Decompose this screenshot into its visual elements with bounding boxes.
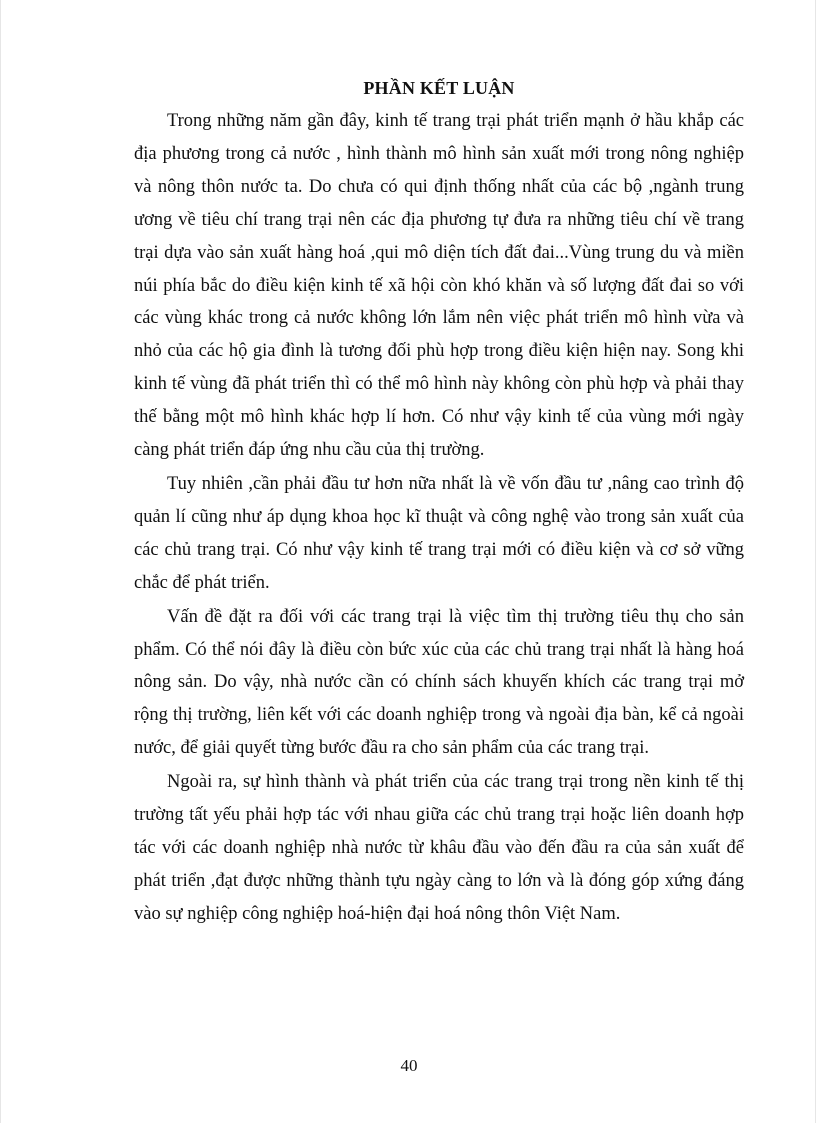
section-title: PHẦN KẾT LUẬN: [363, 78, 515, 98]
paragraph-3: Vấn đề đặt ra đối với các trang trại là việc tìm thị trường tiêu thụ cho sản phẩm. Có thể nói đây là điều còn bức xúc của các chủ trang trại nhất là hàng hoá nông sản. Do vậy, nhà nước cần có chính sách khuyến khích các trang trại mở rộng thị trường, liên kết với các doanh nghiệp trong và ngoài địa bàn, kể cả ngoài nước, để giải quyết từng bước đầu ra cho sản phẩm của các trang trại.: [134, 606, 744, 759]
paragraph-2: Tuy nhiên ,cần phải đầu tư hơn nữa nhất là về vốn đầu tư ,nâng cao trình độ quản lí cũng như áp dụng khoa học kĩ thuật và công nghệ vào trong sản xuất của các chủ trang trại. Có như vậy kinh tế trang trại mới có điều kiện và cơ sở vững chắc để phát triển.: [134, 473, 744, 593]
paragraph-4: Ngoài ra, sự hình thành và phát triển của các trang trại trong nền kinh tế thị trường tất yếu phải hợp tác với nhau giữa các chủ trang trại hoặc liên doanh hợp tác với các doanh nghiệp nhà nước từ khâu đầu vào đến đầu ra của sản xuất để phát triển ,đạt được những thành tựu ngày càng to lớn và là đóng góp xứng đáng vào sự nghiệp công nghiệp hoá-hiện đại hoá nông thôn Việt Nam.: [134, 772, 744, 924]
page-number: 40: [400, 1056, 418, 1075]
paragraph-1: Trong những năm gần đây, kinh tế trang trại phát triển mạnh ở hầu khắp các địa phương trong cả nước , hình thành mô hình sản xuất mới trong nông nghiệp và nông thôn nước ta. Do chưa có qui định thống nhất của các bộ ,ngành trung ương về tiêu chí trang trại nên các địa phương tự đưa ra những tiêu chí về trang trại dựa vào sản xuất hàng hoá ,qui mô diện tích đất đai...Vùng trung du và miền núi phía bắc do điều kiện kinh tế xã hội còn khó khăn và số lượng đất đai so với các vùng khác trong cả nước không lớn lắm nên việc phát triển mô hình vừa và nhỏ của các hộ gia đình là tương đối phù hợp trong điều kiện hiện nay. Song khi kinh tế vùng đã phát triển thì có thể mô hình này không còn phù hợp và phải thay thế bằng một mô hình khác hợp lí hơn. Có như vậy kinh tế của vùng mới ngày càng phát triển đáp ứng nhu cầu của thị trường.: [134, 111, 744, 461]
page-content: [134, 75, 744, 931]
